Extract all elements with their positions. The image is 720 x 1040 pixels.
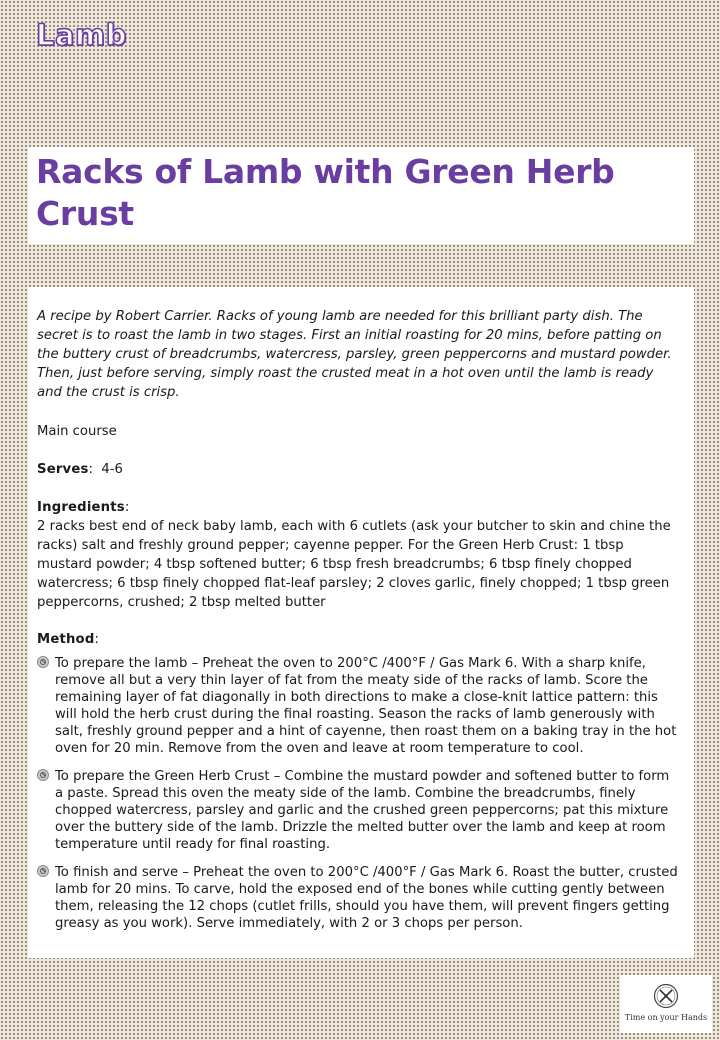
recipe-title: Racks of Lamb with Green Herb Crust bbox=[36, 152, 615, 233]
method-step-text: To finish and serve – Preheat the oven to 200°C /400°F / Gas Mark 6. Roast the butter, crusted lamb for 20 mins. To carve, hold the exposed end of the bones while cutting gently between them, releasing the 12 chops (cutlet frills, should you have them, will prevent fingers getting greasy as you work). Serve immediately, with 2 or 3 chops per person. bbox=[55, 865, 678, 931]
brand-logo bbox=[620, 975, 712, 1033]
method-step bbox=[37, 655, 680, 757]
recipe-intro: A recipe by Robert Carrier. Racks of young lamb are needed for this brilliant party dish. The secret is to roast the lamb in two stages. First an initial roasting for 20 mins, before patting on the buttery crust of breadcrumbs, watercress, parsley, green peppercorns and mustard powder. Then, just before serving, simply roast the crusted meat in a hot oven until the lamb is ready and the crust is crisp. bbox=[37, 309, 672, 400]
method-step bbox=[37, 768, 680, 853]
crossed-utensils-icon bbox=[653, 983, 679, 1009]
serves-label: Serves bbox=[37, 462, 89, 477]
method-label: Method bbox=[37, 632, 95, 647]
method-steps bbox=[37, 655, 680, 932]
method-step-text: To prepare the lamb – Preheat the oven to 200°C /400°F / Gas Mark 6. With a sharp knife, remove all but a very thin layer of fat from the meaty side of the racks of lamb. Score the remaining layer of fat diagonally in both directions to make a close-knit lattice pattern: this will hold the herb crust during the final roasting. Season the racks of lamb generously with salt, freshly ground pepper and a hint of cayenne, then roast them on a baking tray in the hot oven for 20 min. Remove from the oven and leave at room temperature to cool. bbox=[55, 656, 677, 756]
serves-value: 4-6 bbox=[101, 462, 123, 477]
method-step bbox=[37, 864, 680, 932]
recipe-content-panel bbox=[28, 287, 694, 958]
ingredients-section: Ingredients: 2 racks best end of neck baby lamb, each with 6 cutlets (ask your butcher to skin and chine the racks) salt and freshly ground pepper; cayenne pepper. For the Green Herb Crust: 1 tbsp mustard powder; 4 tbsp softened butter; 6 tbsp fresh breadcrumbs; 6 tbsp finely chopped watercress; 6 tbsp finely chopped flat-leaf parsley; 2 cloves garlic, finely chopped; 1 tbsp green peppercorns, crushed; 2 tbsp melted butter bbox=[37, 498, 680, 612]
ingredients-text: 2 racks best end of neck baby lamb, each with 6 cutlets (ask your butcher to skin and chine the racks) salt and freshly ground pepper; cayenne pepper. For the Green Herb Crust: 1 tbsp mustard powder; 4 tbsp softened butter; 6 tbsp fresh breadcrumbs; 6 tbsp finely chopped watercress; 6 tbsp finely chopped flat-leaf parsley; 2 cloves garlic, finely chopped; 1 tbsp green peppercorns, crushed; 2 tbsp melted butter bbox=[37, 519, 671, 610]
method-heading: Method: bbox=[37, 632, 99, 647]
title-panel bbox=[28, 147, 694, 244]
method-step-text: To prepare the Green Herb Crust – Combine the mustard powder and softened butter to form a paste. Spread this oven the meaty side of the lamb. Combine the breadcrumbs, finely chopped watercress, parsley and garlic and the crushed green peppercorns; pat this mixture over the buttery side of the lamb. Drizzle the melted butter over the lamb and keep at room temperature until ready for final roasting. bbox=[55, 769, 670, 852]
bullet-icon bbox=[37, 769, 49, 781]
category-heading: Lamb bbox=[36, 18, 128, 52]
serves-line: Serves: 4-6 bbox=[37, 462, 123, 477]
brand-name: Time on your Hands bbox=[624, 1013, 708, 1022]
bullet-icon bbox=[37, 656, 49, 668]
course-type: Main course bbox=[37, 424, 117, 439]
ingredients-label: Ingredients bbox=[37, 500, 125, 515]
bullet-icon bbox=[37, 865, 49, 877]
